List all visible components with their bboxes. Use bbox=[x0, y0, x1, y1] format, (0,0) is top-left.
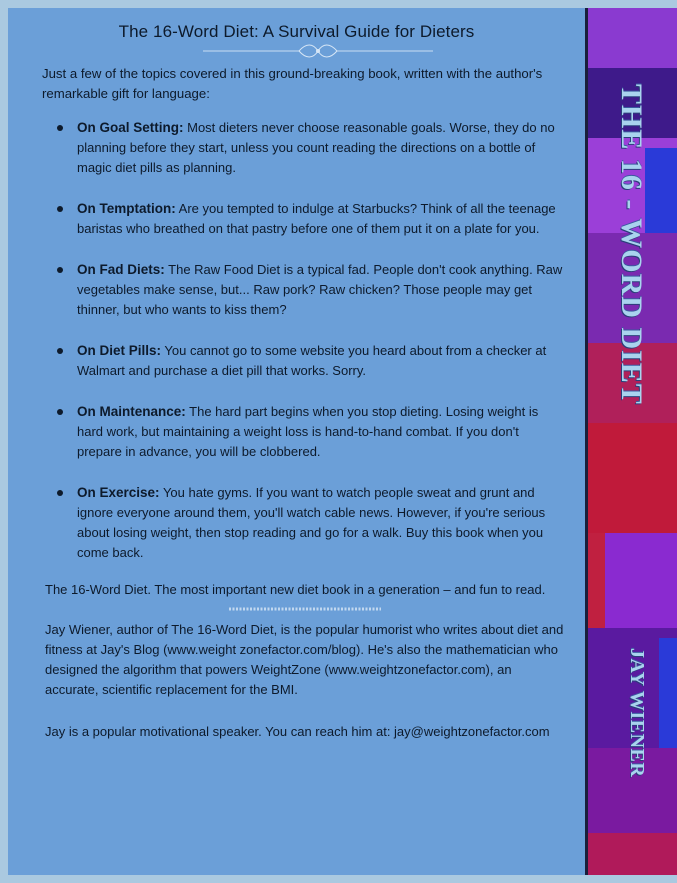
flourish-ornament-icon bbox=[203, 40, 433, 62]
spine-block bbox=[585, 423, 677, 533]
topic-text: Are you tempted to indulge at Starbucks? Think of all the teenage baristas who breathed on that pastry before one of them put it on a plate for you. bbox=[77, 201, 556, 236]
topic-heading: On Diet Pills: bbox=[77, 343, 162, 358]
spine-block bbox=[585, 833, 677, 875]
spine-edge bbox=[585, 8, 588, 875]
topic-text: You cannot go to some website you heard about from a checker at Walmart and purchase a diet pill that works. Sorry. bbox=[77, 343, 547, 378]
spine-block bbox=[605, 533, 677, 628]
topic-heading: On Temptation: bbox=[77, 201, 176, 216]
topic-text: The Raw Food Diet is a typical fad. People don't cook anything. Raw vegetables make sense, but... Raw pork? Raw chicken? Those people may get thinner, but who wants to kiss them? bbox=[77, 262, 563, 317]
bullet-icon bbox=[57, 267, 63, 273]
spine-block bbox=[585, 533, 605, 628]
spine-block bbox=[659, 638, 677, 748]
page-panel bbox=[8, 8, 585, 875]
topic-heading: On Goal Setting: bbox=[77, 120, 184, 135]
bullet-icon bbox=[57, 206, 63, 212]
bullet-icon bbox=[57, 409, 63, 415]
bullet-icon bbox=[57, 125, 63, 131]
spine-author: JAY WIENER bbox=[626, 648, 648, 778]
list-item bbox=[38, 341, 566, 381]
topic-heading: On Exercise: bbox=[77, 485, 160, 500]
spine-block bbox=[585, 8, 677, 68]
bullet-icon bbox=[57, 490, 63, 496]
topic-text: You hate gyms. If you want to watch people sweat and grunt and ignore everyone around them, you'll watch cable news. However, if you're serious about losing weight, then stop reading and go for a walk. Buy this book when you come back. bbox=[77, 485, 546, 560]
list-item bbox=[38, 483, 566, 563]
topic-heading: On Maintenance: bbox=[77, 404, 186, 419]
author-bio: Jay Wiener, author of The 16-Word Diet, is the popular humorist who writes about diet and fitness at Jay's Blog (www.weight zonefactor.com/blog). He's also the mathematician who designed the algorithm that powers WeightZone (www.weightzonefactor.com), an accurate, scientific replacement for the BMI. bbox=[45, 622, 564, 697]
topics-list bbox=[38, 118, 566, 584]
list-item bbox=[38, 402, 566, 462]
document-title: The 16-Word Diet: A Survival Guide for Dieters bbox=[118, 22, 475, 41]
spine-title: THE 16 - WORD DIET bbox=[615, 84, 648, 405]
list-item bbox=[38, 118, 566, 178]
list-item bbox=[38, 199, 566, 239]
intro-paragraph: Just a few of the topics covered in this ground-breaking book, written with the author's remarkable gift for language: bbox=[42, 66, 543, 101]
dotted-divider bbox=[229, 606, 381, 612]
topic-heading: On Fad Diets: bbox=[77, 262, 165, 277]
topic-text: Most dieters never choose reasonable goals. Worse, they do no planning before they start, unless you count reading the directions on a bottle of magic diet pills as planning. bbox=[77, 120, 555, 175]
list-item bbox=[38, 260, 566, 320]
tagline: The 16-Word Diet. The most important new diet book in a generation – and fun to read. bbox=[45, 582, 546, 597]
author-contact: Jay is a popular motivational speaker. You can reach him at: jay@weightzonefactor.com bbox=[45, 724, 550, 739]
topic-text: The hard part begins when you stop dieting. Losing weight is hard work, but maintaining a weight loss is hand-to-hand combat. If you don't prepare in advance, you will be clobbered. bbox=[77, 404, 539, 459]
bullet-icon bbox=[57, 348, 63, 354]
